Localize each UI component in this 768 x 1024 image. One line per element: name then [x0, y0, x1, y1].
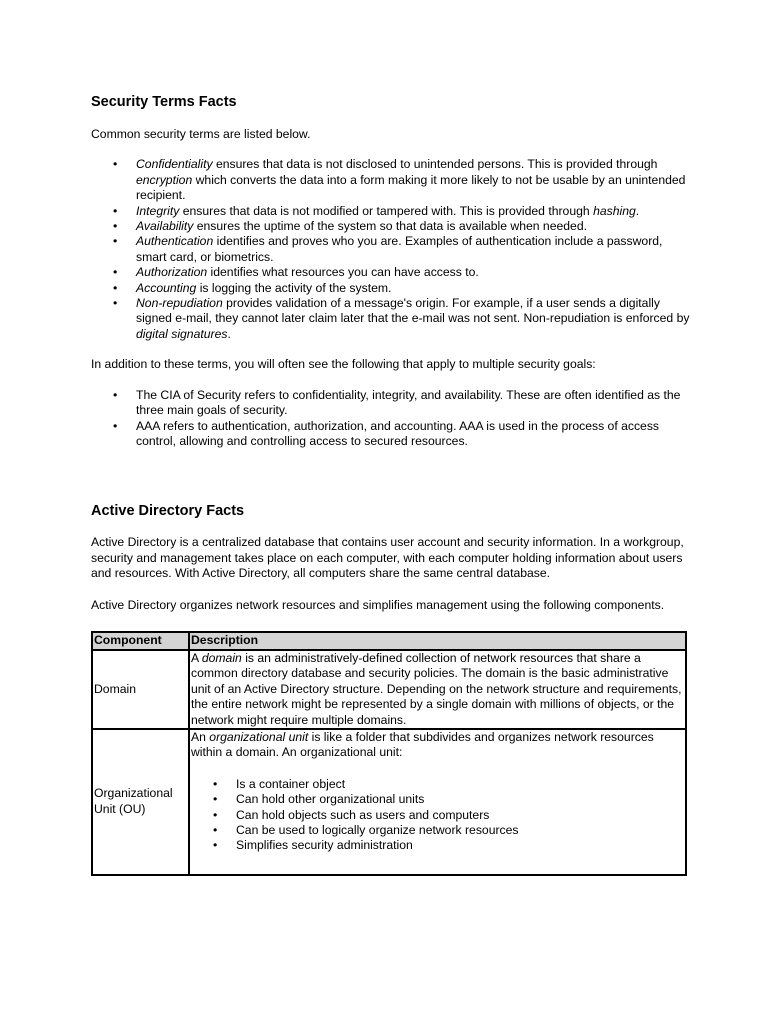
term-name: Authorization: [136, 265, 208, 280]
list-item: • Non-repudiation provides validation of a message's origin. For example, if a user sends a digitally signed e-mail, they cannot later claim later that the e-mail was not sent. Non-repudiation is enforced by digital signatures.: [113, 296, 690, 341]
term-name: Availability: [136, 219, 194, 234]
bullet-icon: •: [113, 219, 118, 234]
active-directory-para-2: Active Directory organizes network resources and simplifies management using the following components.: [91, 597, 665, 612]
bullet-icon: •: [113, 265, 118, 280]
bullet-icon: •: [213, 838, 218, 853]
term-name: Accounting: [136, 280, 197, 295]
table-row: [92, 650, 686, 729]
list-item: • AAA refers to authentication, authorization, and accounting. AAA is used in the process of access control, allowing and controlling access to secured resources.: [113, 418, 660, 448]
list-item: • Authorization identifies what resources you can have access to.: [113, 265, 479, 280]
description-ou: An organizational unit is like a folder that subdivides and organizes network resources within a domain. An organizational unit: • Is a container object • Can hold other organizational units • Can hold objects such as users and computers • Can be used to logically organize network resources • Simplifies security administration: [189, 729, 686, 875]
bullet-icon: •: [113, 387, 118, 402]
bullet-icon: •: [113, 280, 118, 295]
header-description: Description: [189, 632, 686, 650]
table-row: [92, 729, 686, 875]
term-name: Integrity: [136, 203, 180, 218]
term-name: Authentication: [136, 234, 214, 249]
bullet-icon: •: [213, 823, 218, 837]
list-item: • Can hold other organizational units: [213, 792, 425, 807]
bullet-icon: •: [213, 807, 218, 822]
security-addition: In addition to these terms, you will often see the following that apply to multiple security goals:: [91, 357, 596, 372]
list-item: • Simplifies security administration: [213, 838, 413, 853]
active-directory-para-1: Active Directory is a centralized database that contains user account and security information. In a workgroup, security and management takes place on each computer, with each computer holding information about users and resources. With Active Directory, all computers share the same central database.: [91, 535, 684, 581]
bullet-icon: •: [113, 418, 118, 433]
term-name: Non-repudiation: [136, 296, 223, 311]
list-item: • Confidentiality ensures that data is not disclosed to unintended persons. This is provided through encryption which converts the data into a form making it more likely to not be usable by an unintended recipient.: [113, 157, 686, 203]
list-item: • Availability ensures the uptime of the system so that data is available when needed.: [113, 219, 587, 234]
security-goals-list: [91, 388, 691, 450]
active-directory-heading: Active Directory Facts: [91, 503, 245, 520]
component-domain: Domain: [92, 650, 189, 729]
bullet-icon: •: [113, 296, 118, 311]
term-name: Confidentiality: [136, 157, 213, 172]
bullet-icon: •: [213, 776, 218, 791]
security-intro: Common security terms are listed below.: [91, 127, 311, 141]
bullet-icon: •: [213, 792, 218, 807]
security-terms-list: [91, 157, 691, 342]
list-item: • Integrity ensures that data is not modified or tampered with. This is provided through hashing.: [113, 203, 640, 218]
components-table: [91, 631, 687, 876]
document-content: [91, 92, 691, 876]
list-item: • Can be used to logically organize network resources: [213, 823, 519, 837]
list-item: • The CIA of Security refers to confidentiality, integrity, and availability. These are often identified as the three main goals of security.: [113, 387, 681, 418]
security-terms-heading: Security Terms Facts: [91, 94, 237, 110]
header-component: Component: [92, 632, 189, 650]
bullet-icon: •: [113, 234, 118, 249]
component-ou: Organizational Unit (OU): [92, 729, 189, 875]
list-item: • Is a container object: [213, 776, 346, 791]
bullet-icon: •: [113, 157, 118, 172]
table-header-row: [92, 632, 686, 650]
list-item: • Accounting is logging the activity of the system.: [113, 280, 392, 295]
list-item: • Can hold objects such as users and computers: [213, 807, 490, 822]
description-domain: A domain is an administratively-defined collection of network resources that share a common directory database and security policies. The domain is the basic administrative unit of an Active Directory structure. Depending on the network structure and requirements, the entire network might be represented by a single domain with millions of objects, or the network might require multiple domains.: [189, 650, 686, 729]
ou-features-list: [191, 777, 684, 854]
bullet-icon: •: [113, 203, 118, 218]
list-item: • Authentication identifies and proves who you are. Examples of authentication include a password, smart card, or biometrics.: [113, 234, 663, 264]
